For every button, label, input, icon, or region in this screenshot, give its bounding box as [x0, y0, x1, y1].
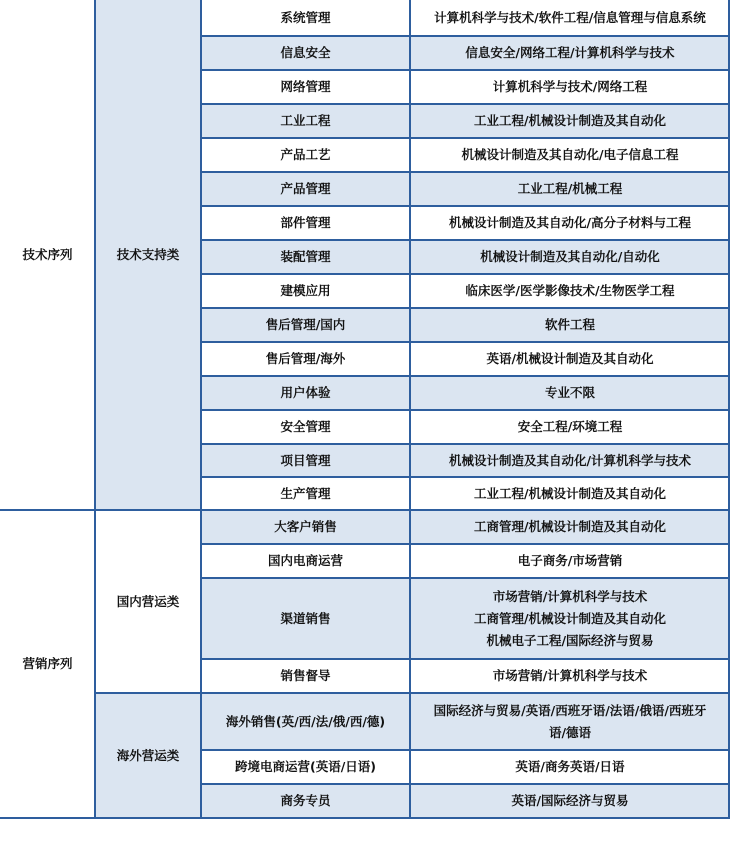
position-cell [201, 104, 410, 138]
majors-label: 计算机科学与技术/网络工程 [492, 79, 648, 94]
position-label: 售后管理/国内 [265, 317, 346, 332]
position-label: 工业工程 [280, 113, 331, 128]
sequence-label: 营销序列 [22, 656, 73, 671]
majors-cell [410, 444, 730, 477]
grid-line [0, 817, 730, 819]
majors-cell [410, 138, 730, 172]
majors-cell [410, 510, 730, 544]
position-cell [201, 274, 410, 308]
position-cell [201, 477, 410, 510]
majors-label: 国际经济与贸易/英语/西班牙语/法语/俄语/西班牙 [433, 702, 707, 718]
position-cell [201, 784, 410, 818]
grid-line [201, 35, 730, 37]
position-label: 建模应用 [280, 283, 331, 298]
majors-label: 英语/机械设计制造及其自动化 [486, 351, 654, 366]
majors-label: 软件工程 [544, 317, 595, 332]
majors-label: 工业工程/机械设计制造及其自动化 [473, 485, 667, 501]
position-label: 部件管理 [280, 215, 331, 230]
majors-label: 机械设计制造及其自动化/自动化 [480, 249, 660, 264]
grid-line [201, 137, 730, 139]
majors-cell [410, 578, 730, 659]
position-cell [201, 240, 410, 274]
majors-cell [410, 544, 730, 578]
position-label: 渠道销售 [280, 610, 331, 626]
position-label: 生产管理 [280, 485, 331, 501]
category-label: 国内营运类 [116, 593, 180, 609]
grid-line [201, 749, 730, 751]
grid-line [95, 692, 730, 694]
sequence-cell [0, 0, 95, 510]
grid-line [0, 509, 730, 511]
position-cell [201, 410, 410, 444]
majors-cell [410, 36, 730, 70]
majors-cell [410, 206, 730, 240]
majors-cell [410, 342, 730, 376]
majors-cell [410, 784, 730, 818]
majors-label: 计算机科学与技术/软件工程/信息管理与信息系统 [434, 10, 706, 25]
grid-line [201, 239, 730, 241]
position-label: 大客户销售 [274, 519, 337, 534]
position-label: 商务专员 [280, 793, 331, 808]
majors-cell [410, 0, 730, 36]
majors-label: 语/德语 [548, 724, 592, 740]
grid-line [201, 205, 730, 207]
majors-cell [410, 104, 730, 138]
majors-cell [410, 477, 730, 510]
majors-cell [410, 172, 730, 206]
majors-cell [410, 693, 730, 750]
majors-label: 专业不限 [544, 385, 595, 400]
grid-line [201, 375, 730, 377]
position-cell [201, 138, 410, 172]
position-cell [201, 36, 410, 70]
position-label: 安全管理 [280, 419, 331, 434]
category-cell [95, 0, 201, 510]
grid-line [201, 341, 730, 343]
majors-label: 电子商务/市场营销 [517, 553, 623, 568]
position-cell [201, 308, 410, 342]
category-cell [95, 510, 201, 693]
majors-label: 机械设计制造及其自动化/高分子材料与工程 [448, 215, 692, 230]
majors-label: 信息安全/网络工程/计算机科学与技术 [465, 45, 675, 60]
grid-line [201, 543, 730, 545]
position-cell [201, 544, 410, 578]
majors-cell [410, 376, 730, 410]
position-cell [201, 578, 410, 659]
position-label: 装配管理 [280, 249, 331, 264]
grid-line [201, 443, 730, 445]
grid-line [201, 69, 730, 71]
majors-cell [410, 274, 730, 308]
position-cell [201, 750, 410, 784]
position-label: 用户体验 [280, 385, 331, 400]
majors-label: 机械电子工程/国际经济与贸易 [486, 632, 654, 648]
grid-line [94, 0, 96, 818]
majors-cell [410, 659, 730, 693]
majors-cell [410, 70, 730, 104]
sequence-cell [0, 510, 95, 818]
grid-line [201, 476, 730, 478]
majors-label: 工商管理/机械设计制造及其自动化 [473, 519, 667, 534]
grid-line [201, 103, 730, 105]
majors-label: 市场营销/计算机科学与技术 [492, 668, 648, 683]
position-cell [201, 376, 410, 410]
position-label: 跨境电商运营(英语/日语) [235, 759, 376, 774]
grid-line [201, 783, 730, 785]
position-label: 销售督导 [280, 668, 331, 683]
position-cell [201, 206, 410, 240]
position-label: 系统管理 [280, 10, 331, 25]
position-label: 国内电商运营 [267, 553, 343, 568]
position-label: 产品管理 [280, 181, 331, 196]
majors-label: 市场营销/计算机科学与技术 [492, 588, 648, 604]
majors-label: 工业工程/机械设计制造及其自动化 [473, 113, 667, 128]
position-label: 售后管理/海外 [265, 351, 346, 366]
majors-label: 英语/商务英语/日语 [515, 759, 625, 774]
position-cell [201, 444, 410, 477]
grid-line [201, 273, 730, 275]
majors-label: 工业工程/机械工程 [517, 181, 623, 196]
position-cell [201, 693, 410, 750]
majors-label: 机械设计制造及其自动化/电子信息工程 [461, 147, 679, 162]
sequence-label: 技术序列 [22, 247, 73, 262]
majors-cell [410, 410, 730, 444]
position-label: 海外销售(英/西/法/俄/西/德) [225, 713, 386, 729]
position-cell [201, 659, 410, 693]
position-cell [201, 172, 410, 206]
majors-label: 安全工程/环境工程 [517, 419, 623, 434]
category-label: 海外营运类 [116, 747, 180, 763]
category-label: 技术支持类 [116, 247, 180, 262]
majors-label: 临床医学/医学影像技术/生物医学工程 [465, 283, 675, 298]
position-cell [201, 70, 410, 104]
majors-cell [410, 308, 730, 342]
position-cell [201, 510, 410, 544]
majors-label: 工商管理/机械设计制造及其自动化 [473, 610, 667, 626]
majors-label: 机械设计制造及其自动化/计算机科学与技术 [448, 452, 692, 468]
position-label: 产品工艺 [280, 147, 331, 162]
position-cell [201, 0, 410, 36]
majors-cell [410, 240, 730, 274]
grid-line [201, 658, 730, 660]
grid-line [201, 409, 730, 411]
position-label: 网络管理 [280, 79, 331, 94]
position-cell [201, 342, 410, 376]
grid-line [201, 307, 730, 309]
majors-cell [410, 750, 730, 784]
grid-line [201, 577, 730, 579]
majors-label: 英语/国际经济与贸易 [511, 793, 629, 808]
category-cell [95, 693, 201, 818]
position-label: 信息安全 [280, 45, 331, 60]
position-label: 项目管理 [280, 452, 331, 468]
grid-line [201, 171, 730, 173]
